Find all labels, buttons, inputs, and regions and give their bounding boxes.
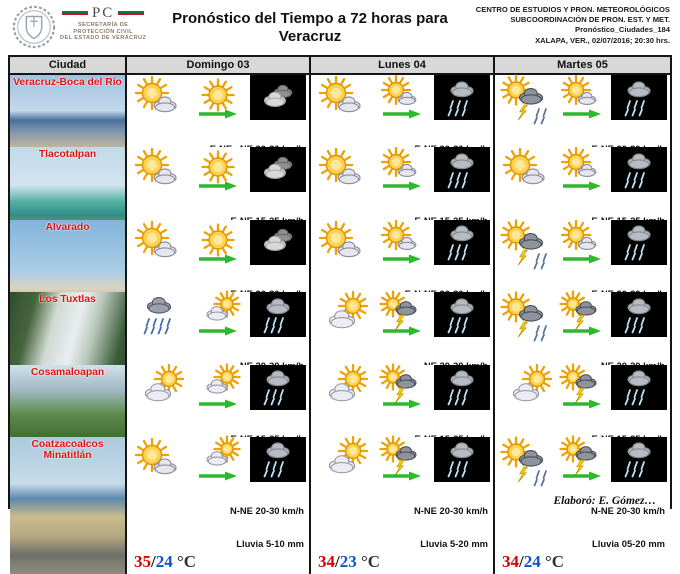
wind-arrow-icon [382, 109, 422, 119]
night-rain-icon [611, 147, 667, 192]
night-rain-icon [434, 437, 490, 482]
flag-line-left-icon [62, 11, 88, 15]
sun-cloud-arrow-icon [560, 78, 604, 119]
night-rain-icon [611, 292, 667, 337]
sun-arrow-icon [196, 150, 240, 191]
rain-forecast: Lluvia 5-20 mm [420, 537, 488, 549]
wind-arrow-icon [562, 109, 602, 119]
night-rain-icon [611, 75, 667, 120]
city-name: Los Tuxtlas [39, 294, 96, 306]
wind-arrow-icon [562, 399, 602, 409]
city-name: Cosamaloapan [30, 366, 105, 378]
logo-org-name: SECRETARÍA DE PROTECCIÓN CIVIL DEL ESTADO DE VERACRUZ [60, 22, 147, 41]
wind-arrow-icon [382, 326, 422, 336]
forecast-table [8, 55, 672, 571]
sun-storm-icon [501, 222, 553, 266]
table-row [10, 73, 670, 145]
bulletin-id: Pronóstico_Ciudades_184 [575, 25, 670, 35]
wind-forecast: N-NE 20-30 km/h [230, 504, 304, 516]
wind-arrow-icon [198, 254, 238, 264]
sun-cloud-arrow-icon [380, 223, 424, 264]
rain-heavy-icon [133, 294, 185, 338]
night-clouds-icon [250, 147, 306, 192]
sun-storm-icon [501, 294, 553, 338]
sun-cloud-arrow-icon [560, 150, 604, 191]
city-name: Coatzacoalcos Minatitlán [31, 438, 104, 462]
temp-unit: °C [172, 551, 197, 571]
cloud-sun-icon [317, 294, 369, 338]
wind-arrow-icon [382, 399, 422, 409]
storm-arrow-icon [560, 440, 604, 481]
temp-unit: °C [540, 551, 565, 571]
wind-arrow-icon [382, 254, 422, 264]
sun-arrow-icon [196, 78, 240, 119]
page-header [0, 0, 680, 54]
cloud-sun-icon [317, 367, 369, 411]
night-rain-icon [434, 75, 490, 120]
temp-separator: / [335, 551, 340, 571]
sun-cloud-icon [133, 439, 185, 483]
night-rain-icon [434, 220, 490, 265]
wind-arrow-icon [382, 181, 422, 191]
column-header-day2: Lunes 04 [309, 57, 493, 73]
rain-forecast: Lluvia 05-20 mm [592, 537, 665, 549]
temp-max: 34 [318, 551, 335, 571]
temperature-value [134, 553, 196, 571]
storm-arrow-icon [560, 368, 604, 409]
night-rain-icon [611, 437, 667, 482]
city-name: Alvarado [45, 221, 90, 233]
table-row [10, 363, 670, 435]
storm-arrow-icon [560, 295, 604, 336]
sun-cloud-icon [133, 77, 185, 121]
city-name: Tlacotalpan [38, 149, 97, 161]
city-cell [10, 437, 125, 574]
city-name: Veracruz-Boca del Río [13, 77, 122, 88]
night-clouds-icon [250, 220, 306, 265]
storm-arrow-icon [380, 368, 424, 409]
column-header-day3: Martes 05 [493, 57, 670, 73]
wind-arrow-icon [562, 326, 602, 336]
sun-cloud-icon [501, 149, 553, 193]
storm-arrow-icon [380, 295, 424, 336]
cloud-sun-arrow-icon [196, 295, 240, 336]
sun-cloud-arrow-icon [380, 150, 424, 191]
cloud-sun-icon [501, 367, 553, 411]
night-rain-icon [250, 292, 306, 337]
temp-min: 24 [523, 551, 541, 571]
suborg-line: SUBCOORDINACIÓN DE PRON. EST. Y MET. [510, 15, 670, 25]
night-rain-icon [434, 365, 490, 410]
flag-line-right-icon [118, 11, 144, 15]
sun-cloud-icon [317, 77, 369, 121]
wind-forecast: N-NE 20-30 km/h [414, 504, 488, 516]
table-row [10, 218, 670, 290]
sun-arrow-icon [196, 223, 240, 264]
wind-arrow-icon [382, 471, 422, 481]
org-line: CENTRO DE ESTUDIOS Y PRON. METEOROLÓGICOS [475, 5, 670, 14]
column-header-day1: Domingo 03 [125, 57, 309, 73]
sun-cloud-arrow-icon [380, 78, 424, 119]
night-rain-icon [611, 220, 667, 265]
temp-max: 35 [134, 551, 151, 571]
night-rain-icon [434, 292, 490, 337]
night-rain-icon [250, 437, 306, 482]
temp-separator: / [151, 551, 156, 571]
sun-storm-icon [501, 439, 553, 483]
storm-arrow-icon [380, 440, 424, 481]
cloud-sun-arrow-icon [196, 368, 240, 409]
wind-arrow-icon [198, 181, 238, 191]
table-row [10, 145, 670, 217]
cloud-sun-icon [133, 367, 185, 411]
sun-cloud-icon [317, 222, 369, 266]
wind-arrow-icon [198, 326, 238, 336]
forecast-cell [309, 437, 493, 574]
temp-min: 24 [155, 551, 173, 571]
wind-arrow-icon [562, 471, 602, 481]
table-row [10, 290, 670, 362]
temperature-value [502, 553, 564, 571]
temp-separator: / [519, 551, 524, 571]
night-rain-icon [611, 365, 667, 410]
author-credit: Elaboró: E. Gómez… [553, 495, 656, 507]
column-header-city: Ciudad [10, 57, 125, 73]
sun-cloud-icon [133, 149, 185, 193]
veracruz-crest-icon [12, 5, 56, 54]
forecast-body [10, 73, 670, 571]
night-clouds-icon [250, 75, 306, 120]
sun-cloud-icon [317, 149, 369, 193]
page-title: Pronóstico del Tiempo a 72 horas para Veracruz [172, 10, 448, 45]
temp-max: 34 [502, 551, 519, 571]
rain-forecast: Lluvia 5-10 mm [236, 537, 304, 549]
temp-unit: °C [356, 551, 381, 571]
night-rain-icon [434, 147, 490, 192]
pc-abbreviation: PC [91, 5, 115, 21]
night-rain-icon [250, 365, 306, 410]
wind-arrow-icon [198, 471, 238, 481]
cloud-sun-icon [317, 439, 369, 483]
pc-logo [0, 0, 168, 54]
wind-arrow-icon [562, 181, 602, 191]
table-header-row [10, 57, 670, 73]
sun-cloud-arrow-icon [560, 223, 604, 264]
issue-datetime: XALAPA, VER., 02/07/2016; 20:30 hrs. [535, 35, 670, 45]
wind-arrow-icon [198, 109, 238, 119]
temperature-value [318, 553, 380, 571]
sun-storm-icon [501, 77, 553, 121]
wind-forecast: N-NE 20-30 km/h [591, 504, 665, 516]
wind-arrow-icon [198, 399, 238, 409]
temp-min: 23 [339, 551, 357, 571]
wind-arrow-icon [562, 254, 602, 264]
cloud-sun-arrow-icon [196, 440, 240, 481]
sun-cloud-icon [133, 222, 185, 266]
header-info-block [452, 0, 680, 46]
forecast-cell [125, 437, 309, 574]
